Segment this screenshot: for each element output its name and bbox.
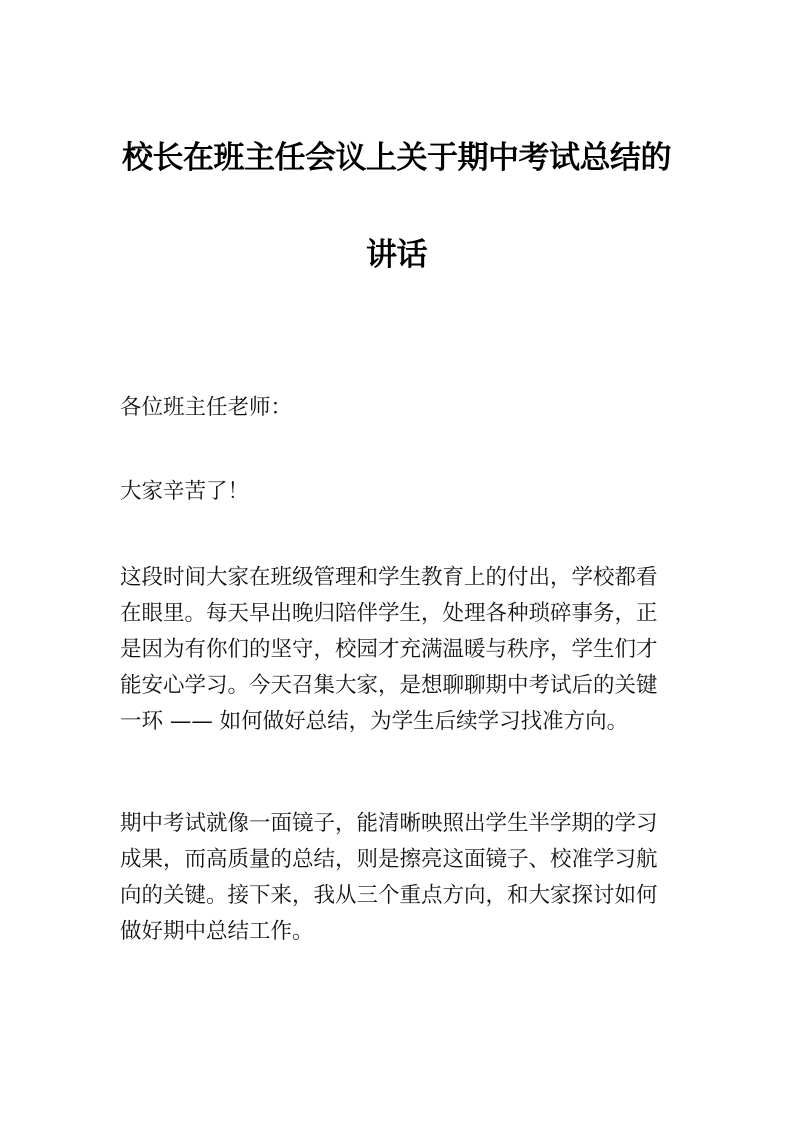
paragraph-line: 做好期中总结工作。	[120, 919, 314, 944]
paragraph-line: 向的关键。接下来，我从三个重点方向，和大家探讨如何	[120, 883, 658, 908]
document-title-line-1: 校长在班主任会议上关于期中考试总结的	[122, 140, 671, 176]
thanks-line	[120, 474, 676, 510]
paragraph-line: 是因为有你们的坚守，校园才充满温暖与秩序，学生们才	[120, 637, 658, 662]
thanks-text: 大家辛苦了！	[120, 479, 250, 504]
paragraph-line: 一环 —— 如何做好总结，为学生后续学习找准方向。	[120, 709, 629, 734]
paragraph-line: 期中考试就像一面镜子，能清晰映照出学生半学期的学习	[120, 811, 658, 836]
paragraph-line: 这段时间大家在班级管理和学生教育上的付出，学校都看	[120, 565, 658, 590]
salutation-text: 各位班主任老师：	[120, 395, 293, 420]
paragraph-2	[120, 806, 676, 950]
paragraph-line: 在眼里。每天早出晚归陪伴学生，处理各种琐碎事务，正	[120, 601, 658, 626]
paragraph-1	[120, 560, 676, 740]
salutation	[120, 390, 676, 426]
paragraph-line: 能安心学习。今天召集大家，是想聊聊期中考试后的关键	[120, 673, 658, 698]
paragraph-line: 成果，而高质量的总结，则是擦亮这面镜子、校准学习航	[120, 847, 658, 872]
document-title-line-2: 讲话	[366, 237, 427, 273]
